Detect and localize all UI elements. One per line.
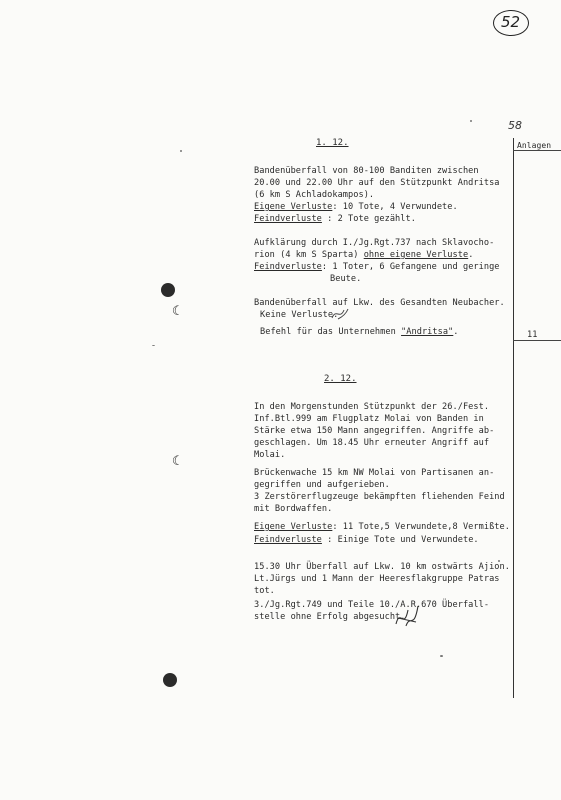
own-losses-value: : 10 Tote, 4 Verwundete. [332,202,458,212]
entry-2-line-4: Beute. [330,274,362,284]
entry-2-line-2 [254,250,473,261]
entry-1-line-1: Bandenüberfall von 80-100 Banditen zwischen [254,166,479,176]
own-losses-label-2: Eigene Verluste [254,522,333,532]
entry-8-line-4: 3./Jg.Rgt.749 und Teile 10./A.R.670 Überfall- [254,600,490,610]
handwritten-initials-1 [330,306,350,322]
entry-1-line-3: (6 km S Achladokampos). [254,190,375,200]
circled-page-number-text: 52 [501,13,521,31]
entry-4-line-1 [260,327,459,338]
margin-column-line [513,138,514,698]
enemy-losses-label: Feindverluste [254,214,322,224]
entry-6-line-1: Brückenwache 15 km NW Molai von Partisanen an- [254,468,495,478]
enemy-losses-label-2: Feindverluste [254,262,322,272]
entry-3-line-1: Bandenüberfall auf Lkw. des Gesandten Neubacher. [254,298,505,308]
entry-1-line-4 [254,202,458,213]
entry-2-line-2-c: . [468,250,474,260]
section-date-2: 2. 12. [324,374,357,384]
entry-2-line-2-a: rion (4 km S Sparta) [254,250,364,260]
entry-8-line-1: 15.30 Uhr Überfall auf Lkw. 10 km ostwärts Ajion. [254,562,510,572]
written-page-number: 58 [508,119,522,132]
entry-5-line-1: In den Morgenstunden Stützpunkt der 26./Fest. [254,402,490,412]
own-losses-label: Eigene Verluste [254,202,333,212]
enemy-losses-value-2: : 1 Toter, 6 Gefangene und geringe [321,262,500,272]
entry-6-line-4: mit Bordwaffen. [254,504,333,514]
entry-7-line-1 [254,522,510,533]
entry-1-line-2: 20.00 und 22.00 Uhr auf den Stützpunkt Andritsa [254,178,500,188]
circled-page-number [493,10,529,36]
entry-2-line-1: Aufklärung durch I./Jg.Rgt.737 nach Sklavocho- [254,238,495,248]
no-own-losses: ohne eigene Verluste [363,250,469,260]
entry-6-line-3: 3 Zerstörerflugzeuge bekämpften fliehenden Feind [254,492,505,502]
section-date-1: 1. 12. [316,138,349,148]
punch-hole-top [161,283,175,297]
entry-3-line-2: Keine Verluste. [260,310,339,320]
entry-5-line-2: Inf.Btl.999 am Flugplatz Molai von Banden in [254,414,484,424]
entry-8-line-3: tot. [254,586,275,596]
crescent-mark-1: ☾ [172,304,180,319]
speck [152,345,155,346]
order-text: Befehl für das Unternehmen [260,327,402,337]
entry-8-line-5: stelle ohne Erfolg abgesucht. [254,612,406,622]
entry-5-line-4: geschlagen. Um 18.45 Uhr erneuter Angriff auf [254,438,490,448]
margin-header: Anlagen [517,141,552,150]
entry-6-line-2: gegriffen und aufgerieben. [254,480,390,490]
speck [470,120,472,122]
order-period: . [453,327,459,337]
speck [498,560,500,562]
entry-5-line-5: Molai. [254,450,286,460]
order-name: "Andritsa" [401,327,454,337]
own-losses-value-2: : 11 Tote,5 Verwundete,8 Vermißte. [332,522,510,532]
handwritten-initials-2 [392,604,422,634]
margin-ref-number: 11 [527,330,538,340]
speck [440,655,443,657]
enemy-losses-label-3: Feindverluste [254,535,322,545]
speck [180,150,182,152]
entry-1-line-5 [254,214,416,225]
entry-8-line-2: Lt.Jürgs und 1 Mann der Heeresflakgruppe Patras [254,574,500,584]
crescent-mark-2: ☾ [172,454,180,469]
punch-hole-bottom [163,673,177,687]
enemy-losses-value: : 2 Tote gezählt. [321,214,416,224]
enemy-losses-value-3: : Einige Tote und Verwundete. [321,535,479,545]
entry-5-line-3: Stärke etwa 150 Mann angegriffen. Angriffe ab- [254,426,495,436]
entry-7-line-2 [254,535,479,546]
entry-2-line-3 [254,262,500,273]
